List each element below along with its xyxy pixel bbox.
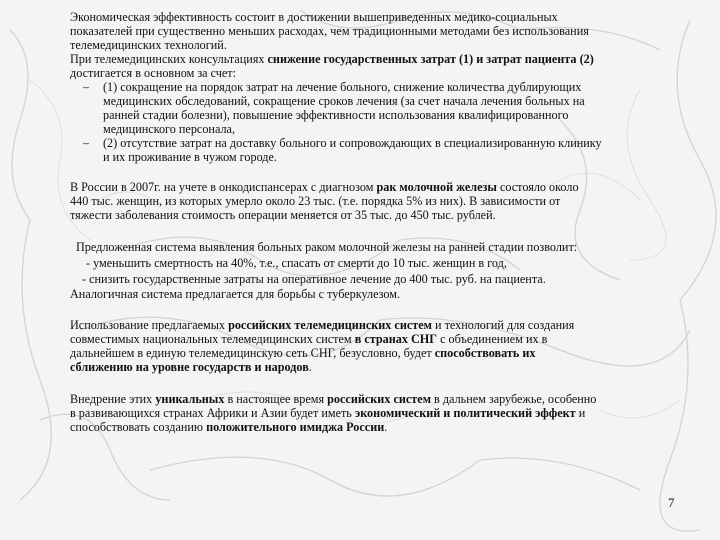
paragraph-3-line: 440 тыс. женщин, из которых умерло около 23 тыс. (т.е. порядка 5% из них). В зависимости от [70, 194, 561, 208]
paragraph-6-line [70, 420, 387, 434]
text-run: . [308, 360, 312, 374]
paragraph-4-line: - уменьшить смертность на 40%, т.е., спасать от смерти до 10 тыс. женщин в год, [86, 256, 507, 270]
page-number: 7 [668, 495, 675, 510]
text-run: способствовать созданию [70, 420, 207, 434]
bullet-line: ранней стадии болезни), повышение эффективности использования квалифицированного [103, 108, 569, 122]
bullet-marker: – [83, 80, 90, 94]
bold-run: экономический и политический эффект [354, 406, 576, 420]
text-run: и технологий для создания [431, 318, 575, 332]
bullet-line: медицинского персонала, [103, 122, 235, 136]
bullet-line: и их проживание в чужом городе. [103, 150, 277, 164]
paragraph-6-line [70, 392, 596, 406]
bullet-line: (2) отсутствие затрат на доставку больного и сопровождающих в специализированную клинику [103, 136, 602, 150]
paragraph-5-line [70, 346, 536, 360]
bold-run: уникальных [155, 392, 225, 406]
bullet-line: (1) сокращение на порядок затрат на лечение больного, снижение количества дублирующих [103, 80, 582, 94]
text-run: В России в 2007г. на учете в онкодиспансерах с диагнозом [70, 180, 377, 194]
paragraph-4-line: - снизить государственные затраты на оперативное лечение до 400 тыс. руб. на пациента. [82, 272, 546, 286]
text-run: дальнейшем в единую телемедицинскую сеть СНГ, безусловно, будет [70, 346, 435, 360]
text-run: в развивающихся странах Африки и Азии будет иметь [70, 406, 355, 420]
paragraph-1-line: показателей при существенно меньших расходах, чем традиционными методами без использования [70, 24, 589, 38]
text-run: Использование предлагаемых [70, 318, 229, 332]
paragraph-3-line [70, 180, 579, 194]
paragraph-4-line: Аналогичная система предлагается для борьбы с туберкулезом. [70, 287, 401, 301]
paragraph-4-line: Предложенная система выявления больных раком молочной железы на ранней стадии позволит: [76, 240, 578, 254]
text-run: состояло около [496, 180, 579, 194]
bold-run: положительного имиджа России [206, 420, 385, 434]
paragraph-3-line: тяжести заболевания стоимость операции меняется от 35 тыс. до 450 тыс. рублей. [70, 208, 496, 222]
bold-run: российских систем [327, 392, 431, 406]
text-run: в настоящее время [224, 392, 328, 406]
text-run: При телемедицинских консультациях [70, 52, 268, 66]
bullet-marker: – [83, 136, 90, 150]
bold-run: снижение государственных затрат (1) и затрат пациента (2) [267, 52, 594, 66]
paragraph-2-line: достигается в основном за счет: [70, 66, 237, 80]
bold-run: российских телемедицинских систем [228, 318, 432, 332]
text-run: совместимых национальных телемедицинских систем [70, 332, 355, 346]
paragraph-1-line: Экономическая эффективность состоит в достижении вышеприведенных медико-социальных [70, 10, 558, 24]
text-run: с объединением их в [437, 332, 548, 346]
paragraph-5-line [70, 332, 547, 346]
text-run: и [575, 406, 586, 420]
text-run: в дальнем зарубежье, особенно [431, 392, 597, 406]
bold-run: рак молочной железы [376, 180, 497, 194]
text-run: Внедрение этих [70, 392, 156, 406]
bold-run: способствовать их [434, 346, 536, 360]
paragraph-1-line: телемедицинских технологий. [70, 38, 227, 52]
paragraph-5-line [70, 318, 574, 332]
bold-run: в странах СНГ [354, 332, 438, 346]
bullet-line: медицинских обследований, сокращение сроков лечения (за счет начала лечения больных на [103, 94, 585, 108]
paragraph-2-line [70, 52, 594, 66]
paragraph-5-line [70, 360, 312, 374]
text-run: . [384, 420, 388, 434]
bold-run: сближению на уровне государств и народов [70, 360, 309, 374]
paragraph-6-line [70, 406, 585, 420]
